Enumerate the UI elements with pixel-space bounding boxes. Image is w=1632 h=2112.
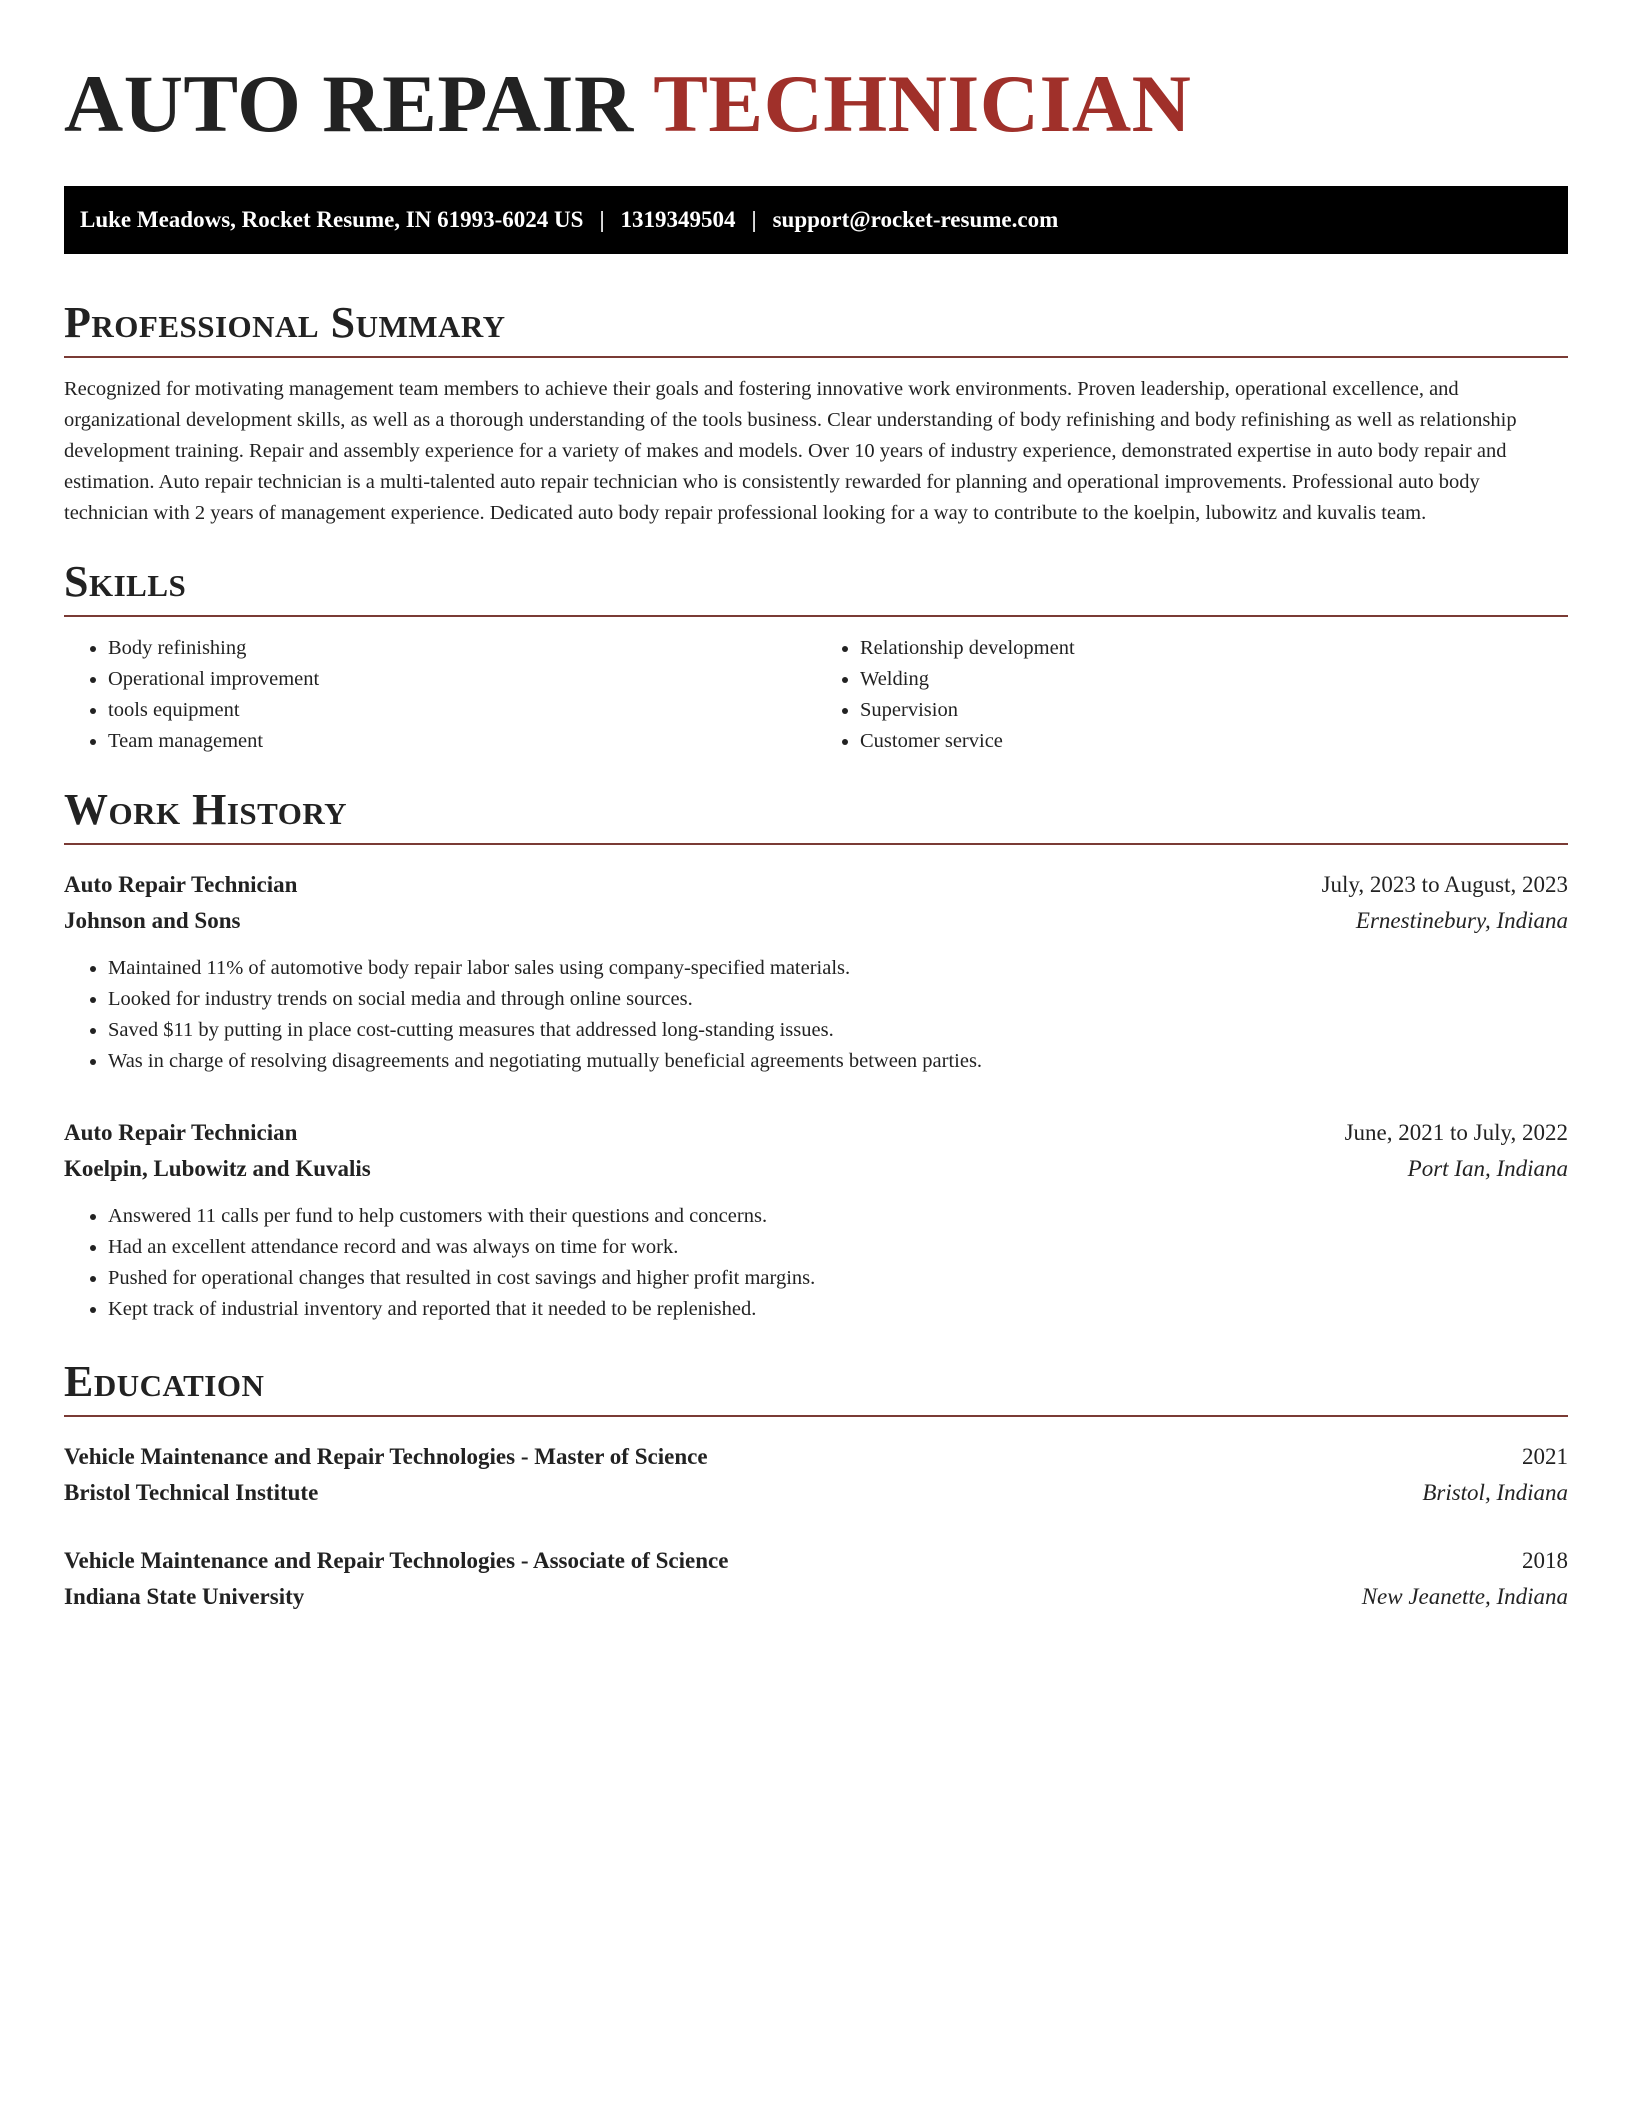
job-entry [64,867,1568,1077]
job-dates: June, 2021 to July, 2022 [1344,1120,1568,1145]
skills-right-list [816,633,1568,757]
skill-item: • tools equipment [108,695,816,726]
skills-heading: Skills [64,557,1568,617]
skill-item: • Customer service [860,726,1568,757]
job-company: Johnson and Sons [64,908,241,933]
job-bullet: • Pushed for operational changes that resulted in cost savings and higher profit margins. [108,1263,1568,1294]
education-year: 2018 [1522,1548,1568,1573]
education-entry [64,1439,1568,1511]
job-location: Port Ian, Indiana [1407,1156,1568,1181]
skill-item: • Team management [108,726,816,757]
contact-phone: 1319349504 [620,207,736,232]
job-location: Ernestinebury, Indiana [1355,908,1568,933]
education-location: Bristol, Indiana [1422,1480,1568,1505]
job-bullet: • Answered 11 calls per fund to help customers with their questions and concerns. [108,1201,1568,1232]
education-section [64,1357,1568,1615]
skill-item: • Body refinishing [108,633,816,664]
education-school: Indiana State University [64,1584,305,1609]
job-bullet: • Saved $11 by putting in place cost-cutting measures that addressed long-standing issues. [108,1015,1568,1046]
contact-address: Luke Meadows, Rocket Resume, IN 61993-6024 US [80,207,584,232]
job-title-row [64,1115,1568,1151]
skills-left-list [64,633,816,757]
job-bullets [64,953,1568,1077]
job-bullets [64,1201,1568,1325]
education-degree: Vehicle Maintenance and Repair Technologies - Master of Science [64,1444,708,1469]
job-entry [64,1115,1568,1325]
contact-separator: | [751,207,757,232]
skill-item: • Relationship development [860,633,1568,664]
work-history-section [64,785,1568,1325]
work-history-heading: Work History [64,785,1568,845]
job-title: Auto Repair Technician [64,1120,298,1145]
job-dates: July, 2023 to August, 2023 [1321,872,1568,897]
education-location: New Jeanette, Indiana [1361,1584,1568,1609]
education-school-row [64,1579,1568,1615]
job-bullet: • Maintained 11% of automotive body repair labor sales using company-specified materials. [108,953,1568,984]
job-bullet: • Had an excellent attendance record and was always on time for work. [108,1232,1568,1263]
skills-columns [64,633,1568,757]
education-degree: Vehicle Maintenance and Repair Technologies - Associate of Science [64,1548,729,1573]
contact-separator: | [599,207,605,232]
education-school-row [64,1475,1568,1511]
job-company-row [64,1151,1568,1187]
title-main: AUTO REPAIR [64,58,634,149]
skills-section [64,557,1568,757]
title-accent: TECHNICIAN [653,58,1192,149]
education-entry [64,1543,1568,1615]
contact-bar [64,186,1568,254]
skill-item: • Operational improvement [108,664,816,695]
education-year: 2021 [1522,1444,1568,1469]
education-school: Bristol Technical Institute [64,1480,319,1505]
summary-text: Recognized for motivating management team members to achieve their goals and fostering innovative work environments. Proven leadership, operational excellence, and organizational development skills, as well as a thorough understanding of the tools business. Clear understanding of body refinishing and body refinishing as well as relationship development training. Repair and assembly experience for a variety of makes and models. Over 10 years of industry experience, demonstrated expertise in auto body repair and estimation. Auto repair technician is a multi-talented auto repair technician who is consistently rewarded for planning and operational improvements. Professional auto body technician with 2 years of management experience. Dedicated auto body repair professional looking for a way to contribute to the koelpin, lubowitz and kuvalis team. [64,378,1517,524]
resume-title [64,56,1568,152]
skill-item: • Welding [860,664,1568,695]
job-company-row [64,903,1568,939]
job-title-row [64,867,1568,903]
education-heading: Education [64,1357,1568,1417]
summary-heading: Professional Summary [64,298,1568,358]
contact-email: support@rocket-resume.com [772,207,1059,232]
skill-item: • Supervision [860,695,1568,726]
job-bullet: • Looked for industry trends on social media and through online sources. [108,984,1568,1015]
job-bullet: • Kept track of industrial inventory and reported that it needed to be replenished. [108,1294,1568,1325]
job-bullet: • Was in charge of resolving disagreements and negotiating mutually beneficial agreements between parties. [108,1046,1568,1077]
job-title: Auto Repair Technician [64,872,298,897]
job-company: Koelpin, Lubowitz and Kuvalis [64,1156,371,1181]
summary-section [64,298,1568,529]
education-degree-row [64,1439,1568,1475]
education-degree-row [64,1543,1568,1579]
